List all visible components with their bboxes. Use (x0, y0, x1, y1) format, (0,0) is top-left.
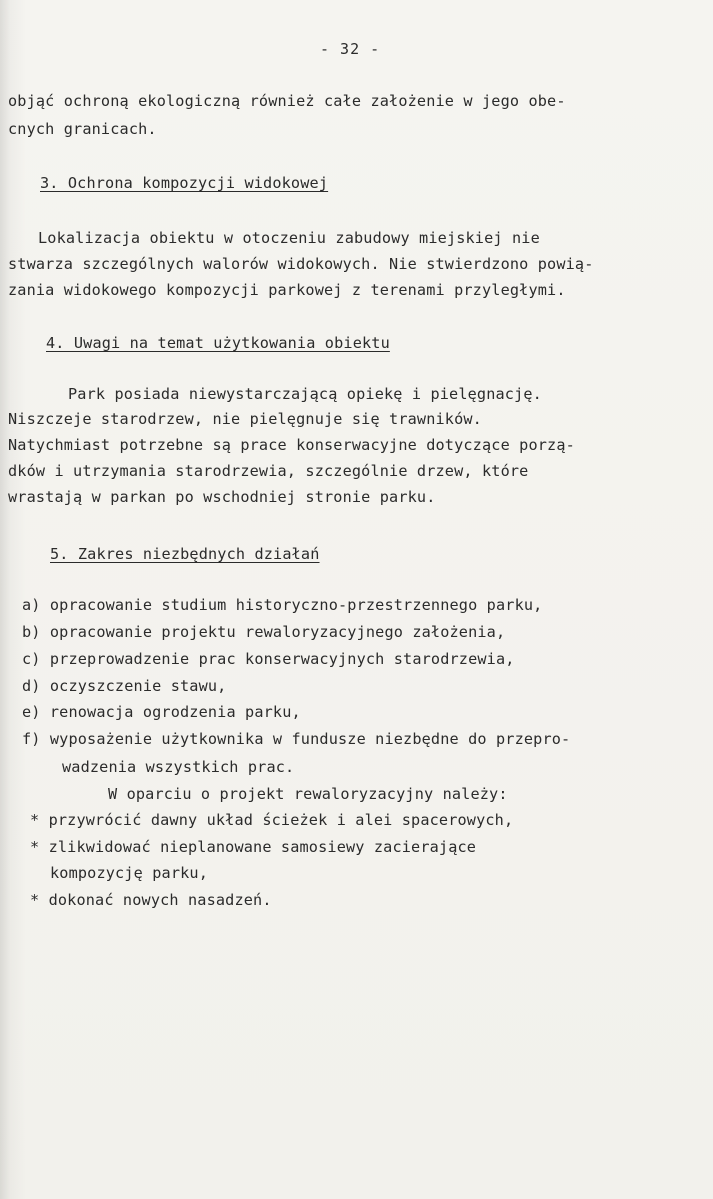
section-heading-3: 3. Ochrona kompozycji widokowej (40, 174, 329, 192)
paragraph-line: Natychmiast potrzebne są prace konserwacyjne dotyczące porzą- (8, 436, 575, 454)
paragraph-line: objąć ochroną ekologiczną również całe założenie w jego obe- (8, 92, 566, 110)
paragraph-line: wrastają w parkan po wschodniej stronie parku. (8, 488, 436, 506)
paragraph-line: stwarza szczególnych walorów widokowych. Nie stwierdzono powią- (8, 255, 594, 273)
list-item: c) przeprowadzenie prac konserwacyjnych starodrzewia, (22, 650, 515, 668)
section-heading-5: 5. Zakres niezbędnych działań (50, 545, 320, 563)
list-item: a) opracowanie studium historyczno-przestrzennego parku, (22, 596, 543, 614)
bullet-item-continuation: kompozycję parku, (50, 864, 208, 882)
page-number: - 32 - (320, 40, 381, 58)
list-item: b) opracowanie projektu rewaloryzacyjnego założenia, (22, 623, 506, 641)
paragraph-line: zania widokowego kompozycji parkowej z terenami przyległymi. (8, 281, 566, 299)
paragraph-line: Niszczeje starodrzew, nie pielęgnuje się trawników. (8, 410, 482, 428)
list-item: e) renowacja ogrodzenia parku, (22, 703, 301, 721)
section-heading-4: 4. Uwagi na temat użytkowania obiektu (46, 334, 390, 352)
bullet-item: * dokonać nowych nasadzeń. (30, 891, 272, 909)
list-item: f) wyposażenie użytkownika w fundusze niezbędne do przepro- (22, 730, 571, 748)
paragraph-line: dków i utrzymania starodrzewia, szczególnie drzew, które (8, 462, 529, 480)
paragraph-line: cnych granicach. (8, 120, 157, 138)
bullet-item: * zlikwidować nieplanowane samosiewy zacierające (30, 838, 477, 856)
paragraph-line: W oparciu o projekt rewaloryzacyjny należy: (108, 785, 508, 803)
paragraph-line: Park posiada niewystarczającą opiekę i pielęgnację. (68, 385, 542, 403)
list-item-continuation: wadzenia wszystkich prac. (62, 758, 295, 776)
bullet-item: * przywrócić dawny układ ścieżek i alei spacerowych, (30, 811, 514, 829)
paragraph-line: Lokalizacja obiektu w otoczeniu zabudowy miejskiej nie (38, 229, 540, 247)
list-item: d) oczyszczenie stawu, (22, 677, 227, 695)
